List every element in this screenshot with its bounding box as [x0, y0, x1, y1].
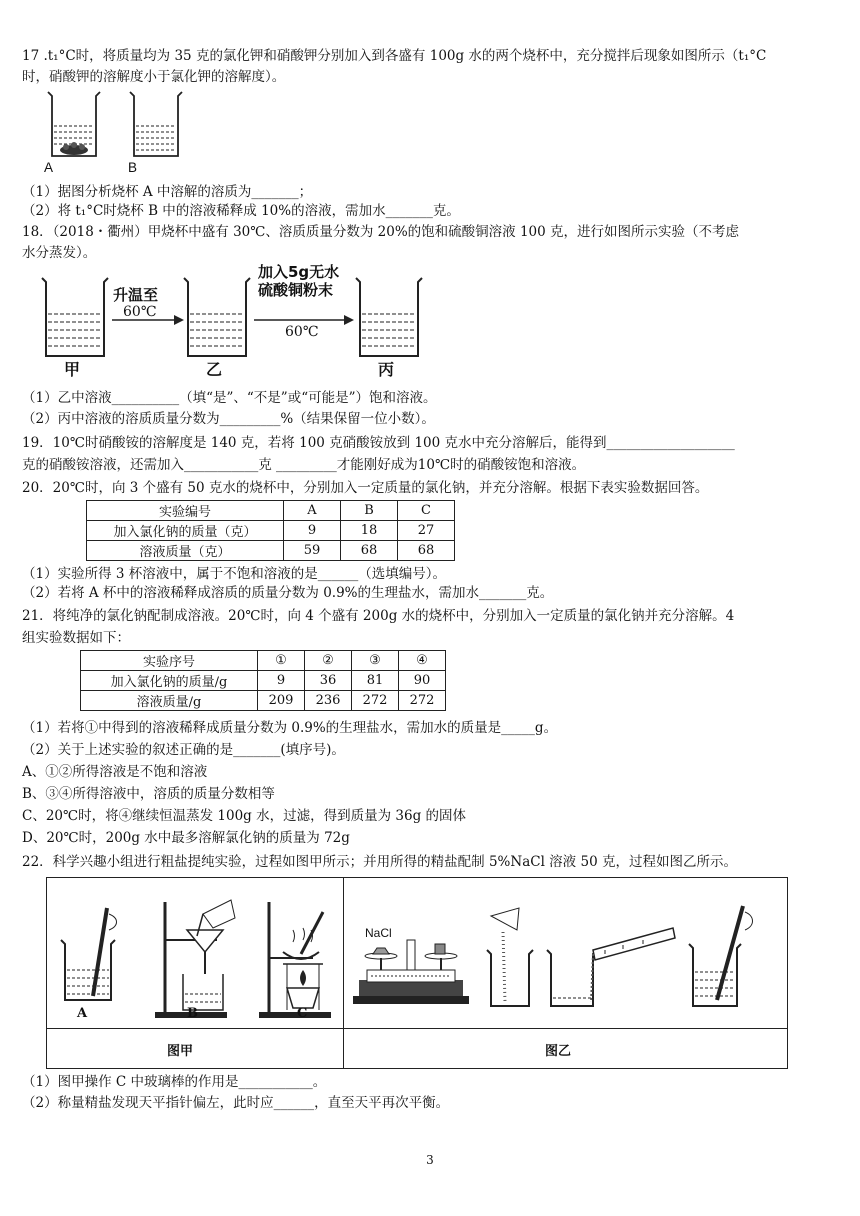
- q21-stem-line1: 21．将纯净的氯化钠配制成溶液。20℃时，向 4 个盛有 200g 水的烧杯中，分别加入一定质量的氯化钠并充分溶解。4: [22, 608, 735, 624]
- table-cell: 36: [305, 671, 352, 691]
- q18-stem-line2: 水分蒸发）。: [22, 245, 97, 261]
- arrow2-label-top2: 硫酸铜粉末: [258, 281, 334, 299]
- beaker-b-illustration: [130, 92, 182, 156]
- arrow1-label-bottom: 60℃: [123, 304, 157, 320]
- q21-option-c: C、20℃时，将④继续恒温蒸发 100g 水，过滤，得到质量为 36g 的固体: [22, 808, 467, 824]
- table-cell: 68: [398, 541, 455, 561]
- beaker-a-label: A: [44, 160, 54, 175]
- caption-figure-jia: 图甲: [167, 1044, 194, 1059]
- q22-sub2: （2）称量精盐发现天平指针偏左，此时应______，直至天平再次平衡。: [22, 1095, 450, 1111]
- q20-data-table: [86, 500, 455, 561]
- arrow2-head: [344, 315, 354, 325]
- table-cell: 27: [398, 521, 455, 541]
- table-header-cell: ④: [399, 651, 446, 671]
- figure-c-label: C: [297, 1006, 308, 1021]
- q18-sub2: （2）丙中溶液的溶质质量分数为_________%（结果保留一位小数）。: [22, 411, 435, 427]
- q22-figure-frame: [46, 877, 788, 1069]
- beaker-jia-label: 甲: [64, 360, 81, 379]
- table-cell: 272: [399, 691, 446, 711]
- beaker-b-label: B: [128, 160, 138, 175]
- table-header-cell: 实验编号: [87, 501, 284, 521]
- table-row: [81, 691, 446, 711]
- figure-b-label: B: [187, 1006, 198, 1021]
- q18-experiment-figure: [40, 270, 440, 360]
- table-header-row: [87, 501, 455, 521]
- table-header-cell: A: [284, 501, 341, 521]
- q19-stem-line1: 19．10℃时硝酸铵的溶解度是 140 克，若将 100 克硝酸铵放到 100 克水中充分溶解后，能得到___________________: [22, 435, 735, 451]
- table-row: [87, 521, 455, 541]
- table-cell: 18: [341, 521, 398, 541]
- table-cell: 9: [284, 521, 341, 541]
- q17-stem-line1: 17 .t₁°C时，将质量均为 35 克的氯化钾和硝酸钾分别加入到各盛有 100g 水的两个烧杯中，充分搅拌后现象如图所示（t₁°C: [22, 48, 767, 64]
- table-cell: 236: [305, 691, 352, 711]
- q21-option-a: A、①②所得溶液是不饱和溶液: [22, 764, 208, 780]
- beaker-bing-label: 丙: [378, 360, 395, 379]
- q22-sub1: （1）图甲操作 C 中玻璃棒的作用是___________。: [22, 1074, 327, 1090]
- q20-stem: 20．20℃时，向 3 个盛有 50 克水的烧杯中，分别加入一定质量的氯化钠，并充分溶解。根据下表实验数据回答。: [22, 480, 709, 496]
- table-header-cell: ②: [305, 651, 352, 671]
- pouring-cylinder-beaker-icon: [547, 928, 675, 1006]
- q21-sub2: （2）关于上述实验的叙述正确的是_______(填序号)。: [22, 742, 345, 758]
- table-header-cell: B: [341, 501, 398, 521]
- table-cell: 272: [352, 691, 399, 711]
- q20-sub1: （1）实验所得 3 杯溶液中，属于不饱和溶液的是______（选填编号）。: [22, 566, 447, 582]
- q19-stem-line2: 克的硝酸铵溶液，还需加入___________克 _________才能刚好成为10℃时的硝酸铵饱和溶液。: [22, 457, 586, 473]
- pouring-solid-beaker-icon: [487, 908, 533, 1006]
- table-cell: 59: [284, 541, 341, 561]
- table-cell: 溶液质量/g: [81, 691, 258, 711]
- q22-stem: 22．科学兴趣小组进行粗盐提纯实验，过程如图甲所示；并用所得的精盐配制 5%NaCl 溶液 50 克，过程如图乙所示。: [22, 854, 737, 870]
- q21-data-table: [80, 650, 446, 711]
- beaker-yi-label: 乙: [206, 360, 223, 379]
- table-header-cell: ③: [352, 651, 399, 671]
- balance-scale-icon: [353, 940, 469, 1004]
- beaker-bing-illustration: [356, 278, 422, 356]
- q21-option-b: B、③④所得溶液中，溶质的质量分数相等: [22, 786, 275, 802]
- page-number: 3: [426, 1153, 434, 1167]
- q18-sub1: （1）乙中溶液__________（填“是”、“不是”或“可能是”）饱和溶液。: [22, 390, 437, 406]
- table-header-cell: ①: [258, 651, 305, 671]
- table-cell: 68: [341, 541, 398, 561]
- beaker-a-illustration: [48, 92, 100, 156]
- table-cell: 90: [399, 671, 446, 691]
- filtration-setup-icon: [155, 900, 235, 1018]
- table-cell: 9: [258, 671, 305, 691]
- table-cell: 81: [352, 671, 399, 691]
- table-row: [87, 541, 455, 561]
- table-row: [81, 671, 446, 691]
- table-cell: 209: [258, 691, 305, 711]
- q21-sub1: （1）若将①中得到的溶液稀释成质量分数为 0.9%的生理盐水，需加水的质量是_____g。: [22, 720, 558, 736]
- table-header-cell: C: [398, 501, 455, 521]
- q21-stem-line2: 组实验数据如下：: [22, 630, 130, 646]
- stirring-beaker-icon: [61, 908, 117, 1000]
- q17-sub1: （1）据图分析烧杯 A 中溶解的溶质为_______；: [22, 184, 313, 200]
- figure-a-label: A: [77, 1006, 88, 1021]
- beaker-yi-illustration: [184, 278, 250, 356]
- evaporation-setup-icon: [259, 902, 331, 1018]
- q18-stem-line1: 18．（2018・衢州）甲烧杯中盛有 30℃、溶质质量分数为 20%的饱和硫酸铜溶液 100 克，进行如图所示实验（不考虑: [22, 224, 740, 240]
- table-cell: 溶液质量（克）: [87, 541, 284, 561]
- table-header-row: [81, 651, 446, 671]
- caption-figure-yi: 图乙: [545, 1044, 572, 1059]
- q20-sub2: （2）若将 A 杯中的溶液稀释成溶质的质量分数为 0.9%的生理盐水，需加水_______克。: [22, 585, 554, 601]
- arrow1-label-top: 升温至: [113, 286, 159, 304]
- table-cell: 加入氯化钠的质量（克）: [87, 521, 284, 541]
- q17-sub2: （2）将 t₁°C时烧杯 B 中的溶液稀释成 10%的溶液，需加水_______克。: [22, 203, 460, 219]
- q17-beakers-figure: [44, 90, 194, 180]
- arrow2-label-top1: 加入5g无水: [258, 263, 340, 281]
- q17-stem-line2: 时，硝酸钾的溶解度小于氯化钾的溶解度）。: [22, 69, 286, 85]
- q21-option-d: D、20℃时，200g 水中最多溶解氯化钠的质量为 72g: [22, 830, 350, 846]
- figure-yi-illustration: [343, 878, 787, 1028]
- table-cell: 加入氯化钠的质量/g: [81, 671, 258, 691]
- beaker-jia-illustration: [42, 278, 108, 356]
- arrow2-label-bottom: 60℃: [285, 324, 319, 340]
- stirring-solution-beaker-icon: [689, 906, 753, 1006]
- nacl-label: NaCl: [365, 926, 392, 940]
- table-header-cell: 实验序号: [81, 651, 258, 671]
- caption-divider: [47, 1028, 787, 1029]
